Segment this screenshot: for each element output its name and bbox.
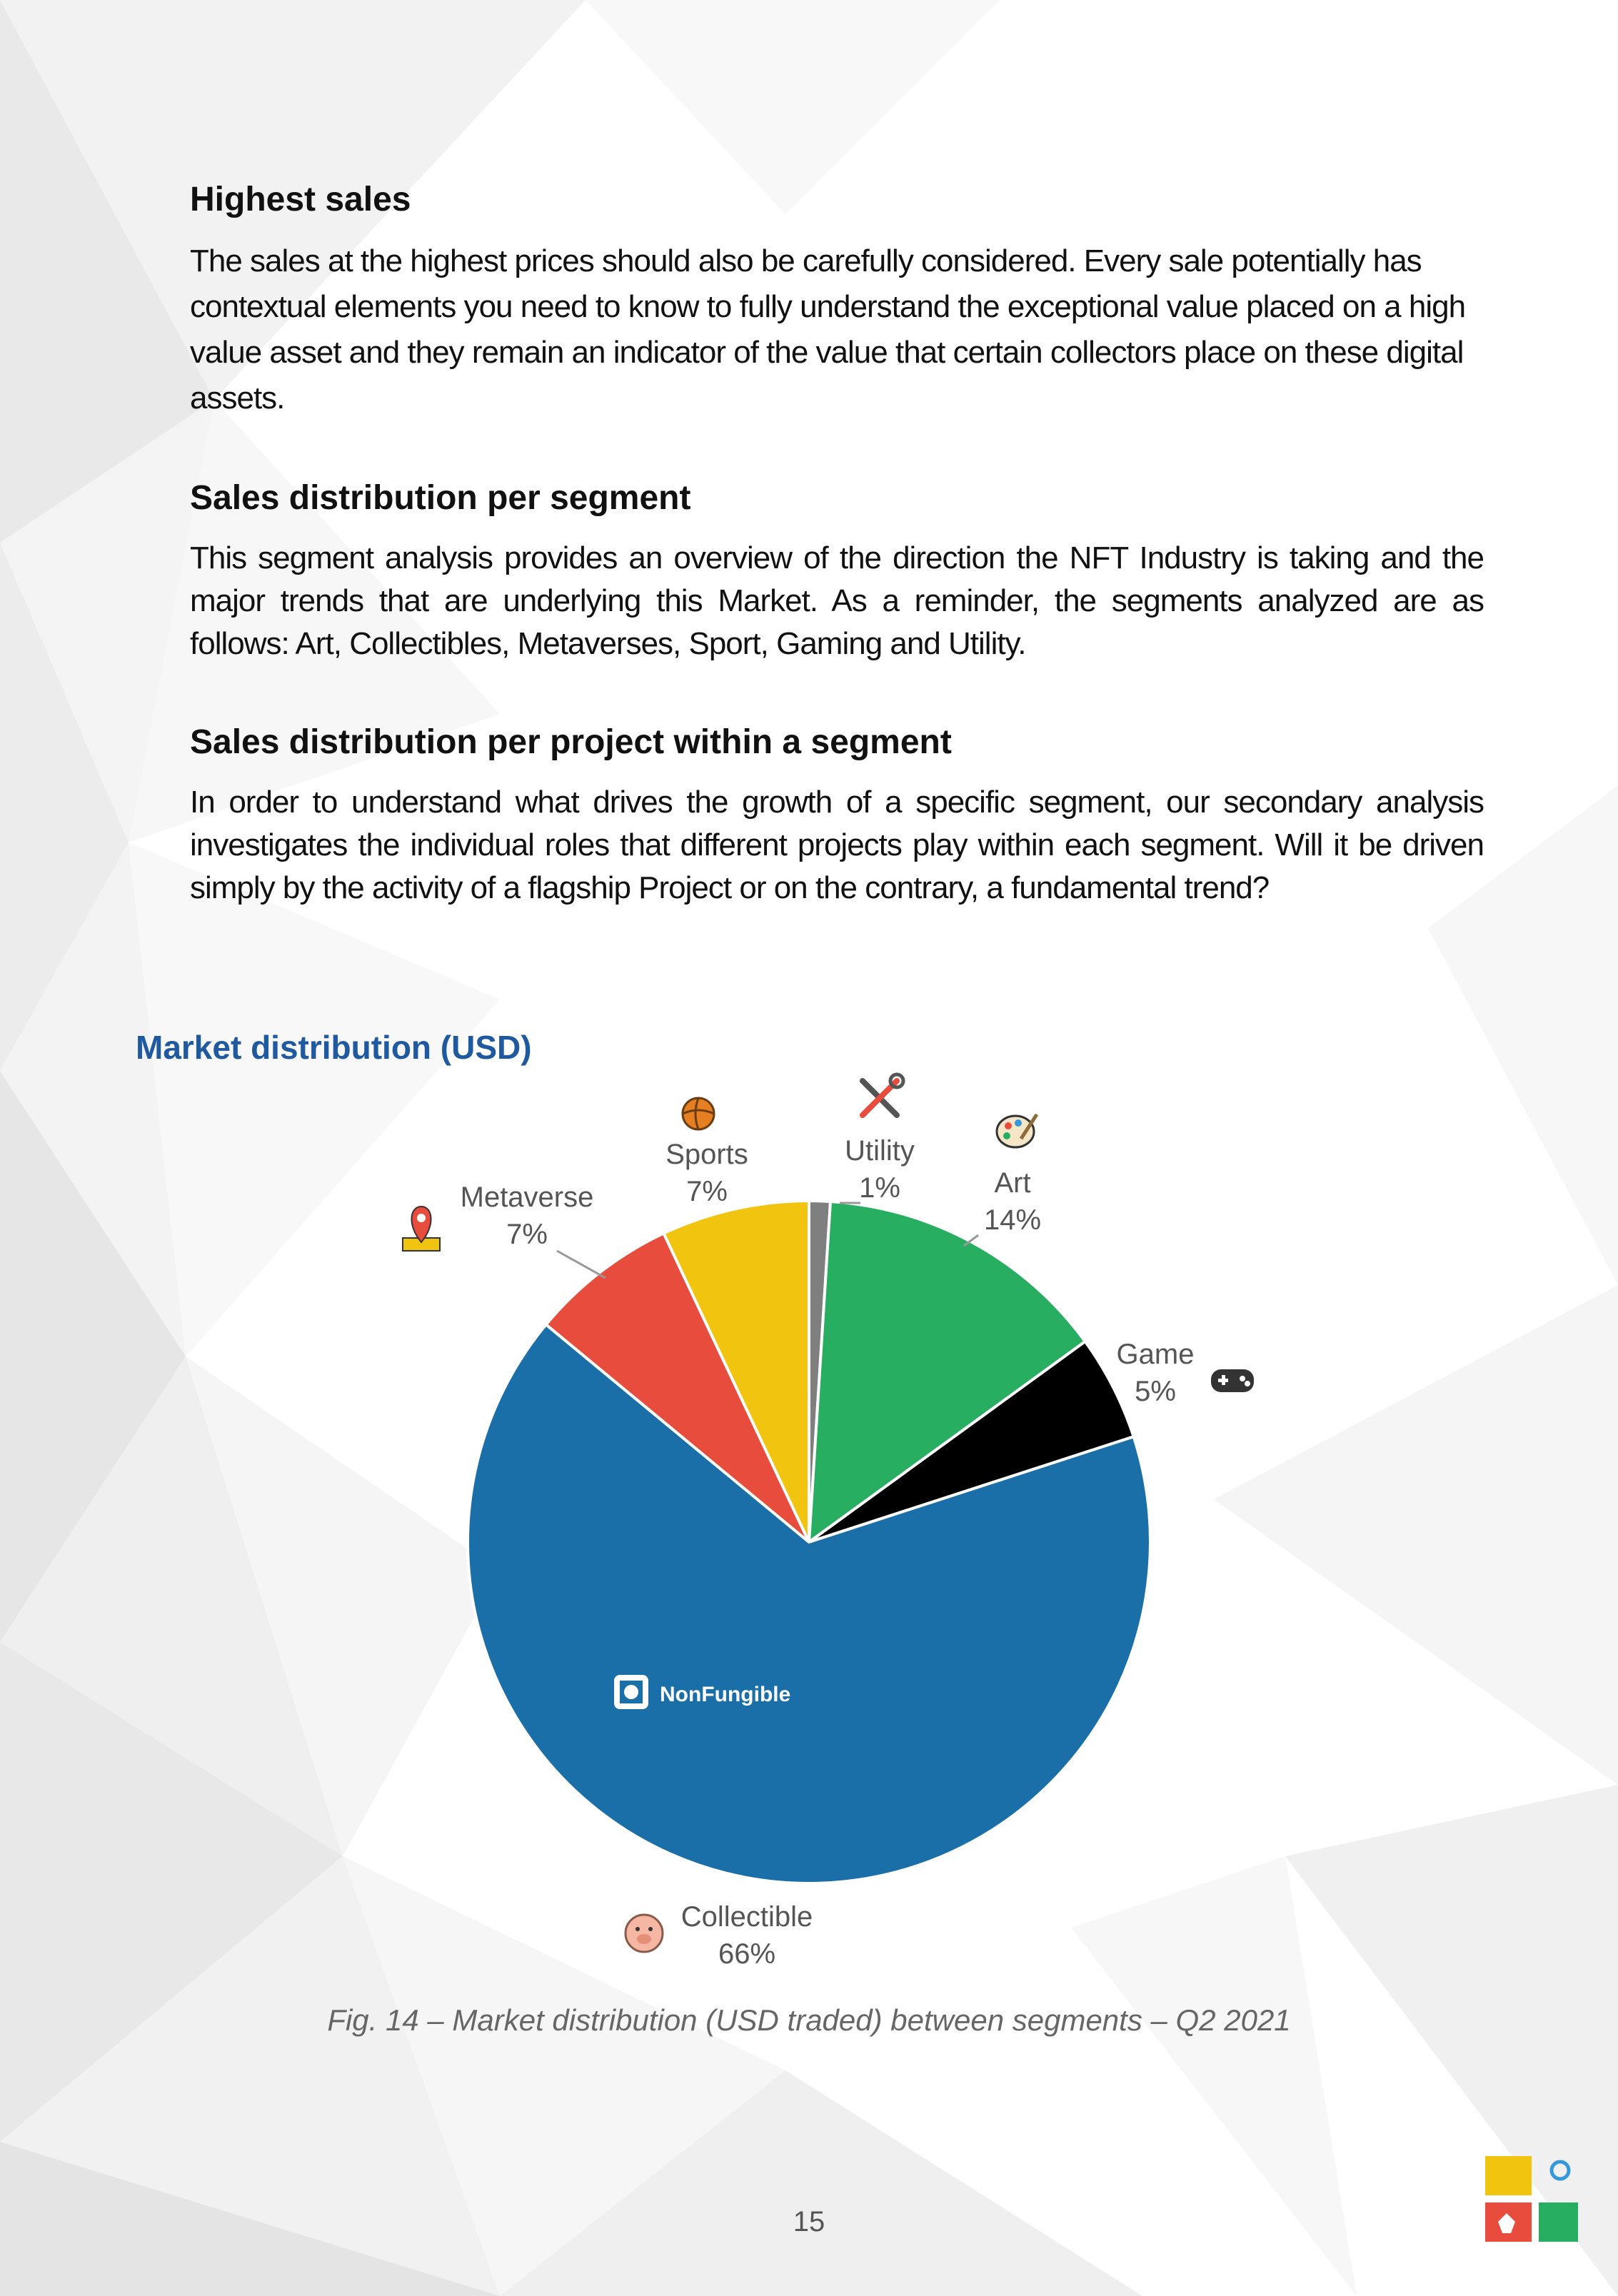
- slice-percent-game: 5%: [1135, 1376, 1176, 1407]
- slice-label-art: Art: [994, 1167, 1031, 1199]
- slice-label-game: Game: [1116, 1339, 1195, 1370]
- tools-icon: [863, 1074, 903, 1115]
- section-body: The sales at the highest prices should also be carefully considered. Every sale potentially has contextual elements you need to know to fully understand the exceptional value placed on a high value asset and they remain an indicator of the value that certain collectors place on these digital assets.: [190, 243, 1466, 416]
- nonfungible-watermark-icon: [614, 1675, 648, 1709]
- slice-percent-art: 14%: [983, 1204, 1042, 1236]
- section-heading: Sales distribution per segment: [190, 479, 691, 517]
- slice-label-metaverse: Metaverse: [460, 1182, 594, 1213]
- slice-label-utility: Utility: [845, 1135, 915, 1167]
- pie-watermark-text: NonFungible: [660, 1683, 791, 1706]
- slice-percent-utility: 1%: [859, 1172, 900, 1204]
- figure-caption: Fig. 14 – Market distribution (USD traded) between segments – Q2 2021: [327, 2003, 1291, 2037]
- slice-percent-sports: 7%: [686, 1176, 728, 1207]
- map-pin-icon: [403, 1207, 440, 1251]
- slice-percent-metaverse: 7%: [506, 1219, 548, 1250]
- section-body: This segment analysis provides an overview of the direction the NFT Industry is taking and the major trends that are underlying this Market. As a reminder, the segments analyzed are as follows: Art, Collectibles, Metaverses, Sport, Gaming and Utility.: [190, 540, 1484, 661]
- slice-label-sports: Sports: [665, 1139, 748, 1170]
- slice-label-collectible: Collectible: [680, 1901, 813, 1933]
- palette-icon: [997, 1114, 1037, 1147]
- section-heading: Sales distribution per project within a segment: [190, 723, 952, 761]
- pig-face-icon: [625, 1915, 663, 1952]
- brand-logo-icon: [1478, 2142, 1585, 2249]
- slice-percent-collectible: 66%: [718, 1938, 776, 1970]
- chart-title: Market distribution (USD): [136, 1029, 532, 1066]
- section-heading: Highest sales: [190, 181, 411, 218]
- section-body: In order to understand what drives the growth of a specific segment, our secondary analysis investigates the individual roles that different projects play within each segment. Will it be driven simply by the activity of a flagship Project or on the contrary, a fundamental trend?: [190, 785, 1484, 905]
- sports-ball-icon: [683, 1098, 714, 1129]
- gamepad-icon: [1211, 1369, 1254, 1392]
- page-number: 15: [793, 2206, 825, 2237]
- leader-line-metaverse: [557, 1251, 606, 1278]
